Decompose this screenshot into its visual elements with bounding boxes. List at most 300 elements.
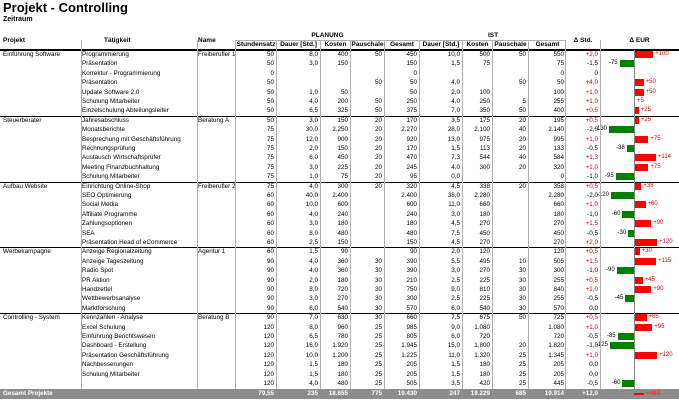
cell-ist-pauschale[interactable]: 30	[518, 276, 526, 284]
cell-ist-kosten[interactable]: 1.080	[474, 323, 490, 331]
cell-stundensatz[interactable]: 75	[266, 154, 274, 162]
cell-ist-gesamt[interactable]: 840	[553, 286, 564, 293]
cell-delta-std[interactable]: 0,0	[589, 370, 598, 378]
cell-projekt[interactable]	[3, 219, 81, 228]
col-header-ist-dauer[interactable]: Dauer [Std.]	[422, 41, 460, 48]
cell-projekt[interactable]	[3, 276, 81, 285]
cell-name[interactable]	[198, 266, 235, 275]
col-header-delta-std[interactable]: Δ Std.	[573, 37, 593, 44]
cell-delta-std[interactable]: +1,0	[585, 201, 598, 209]
cell-projekt[interactable]	[3, 323, 81, 332]
cell-stundensatz[interactable]: 90	[266, 286, 274, 293]
cell-name[interactable]	[198, 304, 235, 313]
cell-plan-gesamt[interactable]: 750	[406, 286, 417, 293]
cell-ist-dauer[interactable]: 13,0	[447, 135, 460, 143]
cell-stundensatz[interactable]: 75	[266, 163, 274, 171]
cell-name[interactable]: Agentur 1	[198, 248, 226, 256]
cell-delta-std[interactable]: -1,0	[587, 267, 598, 275]
cell-taetigkeit[interactable]: Schulung Mitarbeiter	[82, 98, 140, 105]
cell-delta-std[interactable]: +2,0	[585, 51, 598, 58]
cell-projekt[interactable]	[3, 191, 81, 200]
cell-ist-pauschale[interactable]: 50	[518, 51, 526, 58]
cell-plan-pauschale[interactable]: 50	[374, 51, 382, 58]
cell-plan-gesamt[interactable]: 245	[406, 163, 417, 171]
cell-ist-gesamt[interactable]: 358	[553, 182, 564, 190]
cell-plan-dauer[interactable]: 8,0	[309, 229, 318, 237]
cell-ist-gesamt[interactable]: 0	[560, 69, 564, 77]
cell-plan-kosten[interactable]: 325	[337, 107, 348, 115]
cell-projekt[interactable]	[3, 200, 81, 209]
cell-plan-dauer[interactable]: 8,0	[309, 51, 318, 58]
cell-ist-kosten[interactable]: 540	[479, 304, 490, 312]
cell-plan-dauer[interactable]	[277, 69, 318, 78]
cell-delta-std[interactable]: -0,5	[587, 229, 598, 237]
cell-plan-dauer[interactable]: 30,0	[305, 126, 318, 134]
cell-stundensatz[interactable]: 90	[266, 257, 274, 265]
cell-name[interactable]	[198, 88, 235, 97]
cell-taetigkeit[interactable]: Präsentation Geschäftsführung	[82, 351, 169, 359]
cell-ist-pauschale[interactable]: 25	[518, 370, 526, 378]
cell-plan-kosten[interactable]: 180	[337, 276, 348, 284]
cell-ist-kosten[interactable]: 175	[479, 116, 490, 124]
cell-name[interactable]	[198, 106, 235, 115]
cell-plan-dauer[interactable]: 1,5	[309, 248, 318, 256]
cell-plan-dauer[interactable]: 3,0	[309, 295, 318, 303]
cell-ist-gesamt[interactable]: 255	[553, 98, 564, 105]
cell-name[interactable]	[198, 163, 235, 172]
cell-ist-kosten[interactable]: 350	[479, 107, 490, 115]
cell-plan-gesamt[interactable]: 170	[406, 116, 417, 124]
cell-delta-std[interactable]: +0,5	[585, 248, 598, 256]
cell-projekt[interactable]	[3, 125, 81, 134]
cell-ist-kosten[interactable]	[463, 69, 490, 78]
cell-ist-kosten[interactable]: 810	[479, 286, 490, 293]
cell-delta-std[interactable]: -0,5	[587, 333, 598, 340]
cell-plan-pauschale[interactable]: 20	[374, 182, 382, 190]
cell-plan-gesamt[interactable]: 300	[406, 295, 417, 303]
cell-ist-gesamt[interactable]: 1.345	[548, 351, 564, 359]
cell-plan-kosten[interactable]: 150	[337, 116, 348, 124]
cell-ist-gesamt[interactable]: 255	[553, 276, 564, 284]
cell-ist-gesamt[interactable]: 100	[553, 88, 564, 96]
cell-ist-dauer[interactable]: 4,5	[451, 182, 460, 190]
cell-name[interactable]	[198, 285, 235, 294]
cell-plan-pauschale[interactable]: 20	[374, 173, 382, 181]
cell-ist-pauschale[interactable]: 20	[518, 182, 526, 190]
cell-name[interactable]	[198, 210, 235, 219]
cell-ist-dauer[interactable]: 3,0	[451, 210, 460, 218]
cell-plan-gesamt[interactable]: 210	[406, 276, 417, 284]
cell-ist-gesamt[interactable]: 2.280	[548, 192, 564, 199]
cell-plan-kosten[interactable]: 400	[337, 51, 348, 58]
cell-name[interactable]	[198, 276, 235, 285]
cell-plan-kosten[interactable]: 180	[337, 370, 348, 378]
cell-ist-dauer[interactable]: 4,5	[451, 220, 460, 228]
cell-plan-pauschale[interactable]	[351, 219, 382, 228]
cell-delta-std[interactable]: +2,0	[585, 239, 598, 246]
cell-ist-pauschale[interactable]: 10	[518, 257, 526, 265]
cell-delta-std[interactable]: -1,0	[587, 342, 598, 350]
cell-delta-std[interactable]: 0,0	[589, 361, 598, 369]
cell-plan-dauer[interactable]: 3,0	[309, 116, 318, 124]
cell-plan-dauer[interactable]: 4,0	[309, 267, 318, 275]
cell-ist-dauer[interactable]: 2,0	[451, 88, 460, 96]
cell-projekt[interactable]: Controlling - System	[3, 314, 60, 322]
cell-name[interactable]	[198, 323, 235, 332]
cell-taetigkeit[interactable]: Einrichtung Online-Shop	[82, 182, 151, 190]
cell-stundensatz[interactable]: 90	[266, 314, 274, 322]
cell-plan-gesamt[interactable]: 180	[406, 220, 417, 228]
cell-plan-kosten[interactable]: 2.250	[332, 126, 348, 134]
cell-plan-pauschale[interactable]	[351, 59, 382, 68]
cell-projekt[interactable]	[3, 106, 81, 115]
cell-plan-dauer[interactable]: 4,0	[309, 182, 318, 190]
cell-delta-std[interactable]: +4,0	[585, 79, 598, 87]
cell-projekt[interactable]	[3, 78, 81, 87]
cell-ist-gesamt[interactable]: 2.140	[548, 126, 564, 134]
cell-ist-kosten[interactable]: 500	[479, 51, 490, 58]
cell-plan-gesamt[interactable]: 205	[406, 361, 417, 369]
cell-plan-pauschale[interactable]: 30	[374, 314, 382, 322]
cell-plan-kosten[interactable]: 150	[337, 60, 348, 68]
cell-stundensatz[interactable]: 60	[266, 192, 274, 199]
cell-plan-gesamt[interactable]: 2.270	[401, 126, 417, 134]
cell-name[interactable]	[198, 59, 235, 68]
cell-ist-kosten[interactable]: 270	[479, 220, 490, 228]
cell-projekt[interactable]	[3, 294, 81, 303]
col-header-plan-kosten[interactable]: Kosten	[324, 41, 347, 48]
cell-stundensatz[interactable]: 90	[266, 304, 274, 312]
cell-plan-gesamt[interactable]: 505	[406, 380, 417, 387]
cell-ist-kosten[interactable]: 270	[479, 239, 490, 246]
cell-stundensatz[interactable]: 90	[266, 295, 274, 303]
cell-plan-dauer[interactable]: 4,0	[309, 210, 318, 218]
cell-plan-dauer[interactable]: 8,0	[309, 323, 318, 331]
cell-plan-gesamt[interactable]: 170	[406, 145, 417, 152]
cell-delta-std[interactable]: -2,0	[587, 192, 598, 199]
cell-ist-gesamt[interactable]: 205	[553, 370, 564, 378]
cell-taetigkeit[interactable]	[82, 379, 197, 388]
cell-plan-dauer[interactable]: 6,5	[309, 333, 318, 340]
cell-name[interactable]: Freiberufler 2	[198, 182, 235, 190]
cell-plan-gesamt[interactable]: 205	[406, 370, 417, 378]
cell-taetigkeit[interactable]: Zahlungsoptionen	[82, 220, 133, 228]
cell-plan-kosten[interactable]: 90	[340, 248, 348, 256]
cell-ist-pauschale[interactable]: 25	[518, 380, 526, 387]
cell-ist-kosten[interactable]: 180	[479, 361, 490, 369]
cell-plan-gesamt[interactable]: 150	[406, 60, 417, 68]
cell-projekt[interactable]	[3, 69, 81, 78]
cell-plan-kosten[interactable]: 50	[340, 88, 348, 96]
cell-delta-std[interactable]: -0,5	[587, 380, 598, 387]
cell-stundensatz[interactable]: 90	[266, 276, 274, 284]
cell-ist-pauschale[interactable]	[493, 219, 526, 228]
cell-ist-gesamt[interactable]: 1.080	[548, 323, 564, 331]
cell-plan-gesamt[interactable]: 250	[406, 98, 417, 105]
cell-plan-gesamt[interactable]: 50	[409, 88, 417, 96]
cell-plan-gesamt[interactable]: 90	[409, 248, 417, 256]
cell-ist-kosten[interactable]	[463, 78, 490, 87]
cell-delta-std[interactable]: +1,0	[585, 98, 598, 105]
cell-ist-dauer[interactable]: 5,5	[451, 257, 460, 265]
cell-taetigkeit[interactable]: Schulung Mitarbeiter	[82, 173, 140, 181]
cell-ist-dauer[interactable]: 2,0	[451, 248, 460, 256]
cell-stundensatz[interactable]: 75	[266, 126, 274, 134]
col-header-ist-pauschale[interactable]: Pauschale	[494, 41, 527, 48]
cell-stundensatz[interactable]: 50	[266, 98, 274, 105]
cell-taetigkeit[interactable]: Radio Spot	[82, 267, 114, 275]
cell-projekt[interactable]	[3, 88, 81, 97]
col-header-stundensatz[interactable]: Stundensatz	[236, 41, 276, 48]
cell-taetigkeit[interactable]: Handzettel	[82, 286, 113, 293]
cell-plan-gesamt[interactable]: 50	[409, 79, 417, 87]
cell-plan-gesamt[interactable]: 95	[409, 173, 417, 181]
cell-plan-dauer[interactable]: 12,0	[305, 135, 318, 143]
cell-delta-std[interactable]: +1,0	[585, 88, 598, 96]
cell-plan-pauschale[interactable]: 25	[374, 323, 382, 331]
cell-stundensatz[interactable]: 120	[263, 380, 274, 387]
cell-ist-pauschale[interactable]: 20	[518, 116, 526, 124]
cell-projekt[interactable]	[3, 163, 81, 172]
cell-plan-kosten[interactable]: 480	[337, 380, 348, 387]
cell-delta-std[interactable]: +1,3	[585, 154, 598, 162]
cell-plan-kosten[interactable]: 150	[337, 239, 348, 246]
cell-ist-dauer[interactable]: 2,5	[451, 276, 460, 284]
cell-ist-kosten[interactable]: 225	[479, 276, 490, 284]
cell-projekt[interactable]	[3, 229, 81, 238]
col-header-name[interactable]: Name	[198, 37, 216, 44]
cell-ist-gesamt[interactable]: 1.820	[548, 342, 564, 350]
cell-ist-kosten[interactable]: 544	[479, 154, 490, 162]
cell-ist-dauer[interactable]: 2,5	[451, 295, 460, 303]
col-header-plan-gesamt[interactable]: Gesamt	[390, 41, 414, 48]
cell-taetigkeit[interactable]: Affiliate Programme	[82, 210, 138, 218]
cell-ist-dauer[interactable]: 1,5	[451, 60, 460, 68]
cell-name[interactable]	[198, 379, 235, 388]
cell-stundensatz[interactable]: 50	[266, 51, 274, 58]
cell-taetigkeit[interactable]: Einzelschulung Abteilungsleiter	[82, 107, 169, 115]
cell-taetigkeit[interactable]: Wettbewerbsanalyse	[82, 295, 141, 303]
cell-ist-gesamt[interactable]: 720	[553, 333, 564, 340]
cell-plan-kosten[interactable]: 180	[337, 220, 348, 228]
cell-projekt[interactable]	[3, 351, 81, 360]
cell-plan-gesamt[interactable]: 660	[406, 314, 417, 322]
cell-delta-std[interactable]: -2,0	[587, 126, 598, 134]
cell-delta-std[interactable]: +1,0	[585, 351, 598, 359]
cell-ist-pauschale[interactable]: 25	[518, 361, 526, 369]
cell-plan-dauer[interactable]: 1,0	[309, 173, 318, 181]
cell-ist-dauer[interactable]: 4,0	[451, 163, 460, 171]
cell-plan-pauschale[interactable]: 20	[374, 154, 382, 162]
cell-stundensatz[interactable]: 120	[263, 333, 274, 340]
cell-delta-std[interactable]: -0,5	[587, 295, 598, 303]
cell-plan-pauschale[interactable]: 25	[374, 333, 382, 340]
cell-ist-kosten[interactable]: 338	[479, 182, 490, 190]
cell-plan-dauer[interactable]: 3,0	[309, 163, 318, 171]
cell-name[interactable]	[198, 370, 235, 379]
cell-name[interactable]	[198, 238, 235, 247]
col-header-taetigkeit[interactable]: Tätigkeit	[104, 37, 131, 44]
col-header-delta-eur[interactable]: Δ EUR	[629, 37, 650, 44]
cell-ist-pauschale[interactable]: 20	[518, 342, 526, 350]
cell-projekt[interactable]	[3, 172, 81, 181]
cell-stundensatz[interactable]: 50	[266, 88, 274, 96]
cell-ist-kosten[interactable]: 113	[479, 145, 490, 152]
cell-plan-pauschale[interactable]: 25	[374, 370, 382, 378]
cell-plan-kosten[interactable]: 720	[337, 286, 348, 293]
cell-name[interactable]	[198, 135, 235, 144]
cell-ist-kosten[interactable]: 495	[479, 257, 490, 265]
cell-projekt[interactable]	[3, 210, 81, 219]
cell-delta-std[interactable]: 0,0	[589, 304, 598, 312]
cell-plan-kosten[interactable]	[321, 78, 348, 87]
cell-name[interactable]	[198, 144, 235, 153]
cell-projekt[interactable]	[3, 257, 81, 266]
cell-delta-std[interactable]: +0,5	[585, 107, 598, 115]
cell-plan-dauer[interactable]: 3,0	[309, 60, 318, 68]
cell-plan-gesamt[interactable]: 390	[406, 257, 417, 265]
cell-ist-kosten[interactable]: 180	[479, 370, 490, 378]
cell-plan-kosten[interactable]: 960	[337, 323, 348, 331]
cell-ist-pauschale[interactable]: 25	[518, 351, 526, 359]
cell-ist-pauschale[interactable]: 20	[518, 135, 526, 143]
cell-taetigkeit[interactable]: Rechnungsprüfung	[82, 145, 136, 152]
cell-plan-gesamt[interactable]: 240	[406, 210, 417, 218]
cell-ist-gesamt[interactable]: 50	[556, 79, 564, 87]
cell-name[interactable]	[198, 97, 235, 106]
cell-ist-kosten[interactable]: 2.100	[474, 126, 490, 134]
cell-ist-pauschale[interactable]: 40	[518, 126, 526, 134]
cell-plan-pauschale[interactable]	[351, 69, 382, 78]
cell-plan-gesamt[interactable]: 1.945	[401, 342, 417, 350]
cell-plan-pauschale[interactable]: 30	[374, 257, 382, 265]
cell-delta-std[interactable]: +1,5	[585, 257, 598, 265]
cell-stundensatz[interactable]: 120	[263, 361, 274, 369]
cell-ist-dauer[interactable]: 38,0	[447, 192, 460, 199]
cell-ist-pauschale[interactable]: 30	[518, 267, 526, 275]
cell-ist-kosten[interactable]: 660	[479, 201, 490, 209]
cell-taetigkeit[interactable]: Präsentation	[82, 60, 118, 68]
cell-ist-pauschale[interactable]: 30	[518, 295, 526, 303]
col-header-ist-kosten[interactable]: Kosten	[466, 41, 489, 48]
cell-projekt[interactable]	[3, 332, 81, 341]
cell-plan-kosten[interactable]: 630	[337, 314, 348, 322]
cell-taetigkeit[interactable]: Dashboard - Erstellung	[82, 342, 147, 350]
col-header-plan-dauer[interactable]: Dauer [Std.]	[280, 41, 317, 48]
cell-delta-std[interactable]: 0	[594, 69, 598, 77]
cell-ist-dauer[interactable]: 28,0	[447, 126, 460, 134]
col-header-projekt[interactable]: Projekt	[3, 37, 26, 44]
cell-ist-gesamt[interactable]: 270	[553, 220, 564, 228]
cell-plan-kosten[interactable]: 2.400	[332, 192, 348, 199]
cell-name[interactable]	[198, 341, 235, 350]
cell-delta-std[interactable]: +1,0	[585, 286, 598, 293]
cell-taetigkeit[interactable]: Präsentation Head of eCommerce	[82, 239, 178, 246]
cell-plan-dauer[interactable]: 2,5	[309, 239, 318, 246]
cell-plan-gesamt[interactable]: 390	[406, 267, 417, 275]
cell-plan-kosten[interactable]: 200	[337, 98, 348, 105]
cell-ist-pauschale[interactable]: 30	[518, 304, 526, 312]
cell-name[interactable]	[198, 191, 235, 200]
cell-plan-dauer[interactable]: 40,0	[305, 192, 318, 199]
cell-ist-kosten[interactable]: 450	[479, 229, 490, 237]
cell-plan-pauschale[interactable]	[351, 200, 382, 209]
cell-name[interactable]	[198, 332, 235, 341]
cell-delta-std[interactable]: -1,5	[587, 60, 598, 68]
cell-ist-pauschale[interactable]: 50	[518, 107, 526, 115]
cell-projekt[interactable]	[3, 59, 81, 68]
cell-ist-dauer[interactable]: 4,5	[451, 239, 460, 246]
cell-projekt[interactable]: Werbekampagne	[3, 248, 51, 256]
cell-projekt[interactable]	[3, 97, 81, 106]
cell-ist-dauer[interactable]: 7,5	[451, 229, 460, 237]
cell-ist-gesamt[interactable]: 75	[556, 60, 564, 68]
col-header-ist-gesamt[interactable]: Gesamt	[535, 41, 560, 48]
cell-plan-dauer[interactable]: 1,5	[309, 361, 318, 369]
cell-delta-std[interactable]: +1,0	[585, 163, 598, 171]
cell-ist-kosten[interactable]: 270	[479, 267, 490, 275]
cell-ist-pauschale[interactable]	[493, 238, 526, 247]
cell-delta-std[interactable]: +0,5	[585, 182, 598, 190]
cell-stundensatz[interactable]: 60	[266, 220, 274, 228]
cell-plan-dauer[interactable]: 10,0	[305, 351, 318, 359]
cell-name[interactable]: Beratung A	[198, 116, 230, 124]
cell-ist-dauer[interactable]: 6,0	[451, 333, 460, 340]
cell-plan-dauer[interactable]: 1,0	[309, 88, 318, 96]
cell-ist-dauer[interactable]: 11,0	[448, 351, 460, 359]
cell-ist-dauer[interactable]: 11,0	[448, 201, 460, 209]
cell-plan-gesamt[interactable]: 805	[406, 333, 417, 340]
cell-ist-dauer[interactable]: 9,0	[451, 286, 460, 293]
cell-ist-kosten[interactable]: 720	[479, 333, 490, 340]
cell-plan-dauer[interactable]: 16,0	[305, 342, 318, 350]
cell-taetigkeit[interactable]: Präsentation	[82, 79, 118, 87]
cell-ist-pauschale[interactable]	[493, 332, 526, 341]
cell-delta-std[interactable]: -0,5	[587, 145, 598, 152]
cell-plan-pauschale[interactable]: 30	[374, 286, 382, 293]
cell-taetigkeit[interactable]: Monatsberichte	[82, 126, 126, 134]
cell-name[interactable]	[198, 351, 235, 360]
cell-projekt[interactable]	[3, 304, 81, 313]
cell-plan-gesamt[interactable]: 450	[406, 51, 417, 58]
cell-ist-dauer[interactable]: 3,5	[451, 116, 460, 124]
cell-stundensatz[interactable]: 50	[266, 116, 274, 124]
cell-ist-gesamt[interactable]: 400	[553, 107, 564, 115]
cell-ist-pauschale[interactable]	[493, 229, 526, 238]
cell-ist-gesamt[interactable]: 584	[553, 154, 564, 162]
cell-taetigkeit[interactable]: Programmierung	[82, 51, 129, 58]
cell-ist-gesamt[interactable]: 195	[553, 116, 564, 124]
cell-ist-pauschale[interactable]: 50	[518, 314, 526, 322]
cell-taetigkeit[interactable]: Marktforschung	[82, 304, 126, 312]
cell-ist-kosten[interactable]: 300	[479, 163, 490, 171]
cell-plan-kosten[interactable]: 600	[337, 201, 348, 209]
cell-delta-std[interactable]: -1,0	[587, 173, 598, 181]
cell-plan-kosten[interactable]: 240	[337, 210, 348, 218]
cell-ist-kosten[interactable]: 225	[479, 295, 490, 303]
cell-name[interactable]	[198, 257, 235, 266]
cell-ist-kosten[interactable]: 75	[482, 60, 490, 68]
cell-ist-kosten[interactable]	[463, 172, 490, 181]
cell-stundensatz[interactable]: 60	[266, 248, 274, 256]
cell-taetigkeit[interactable]: PR Aktion	[82, 276, 110, 284]
cell-ist-pauschale[interactable]: 5	[522, 98, 526, 105]
cell-plan-gesamt[interactable]: 375	[406, 107, 417, 115]
cell-ist-kosten[interactable]: 100	[479, 88, 490, 96]
cell-delta-std[interactable]: +0,5	[585, 116, 598, 124]
cell-name[interactable]	[198, 294, 235, 303]
cell-projekt[interactable]	[3, 135, 81, 144]
